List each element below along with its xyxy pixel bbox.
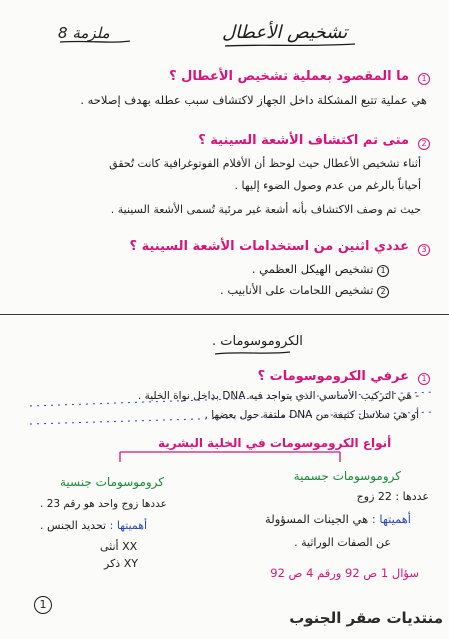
page-divider [0, 314, 449, 315]
chromosomes-title: الكروموسومات . [212, 334, 303, 349]
section-2-line-1: أثناء تشخيص الأعطال حيث لوحظ أن الأفلام الفوتوغرافية كانت تُحقق [109, 157, 421, 170]
section-3-question: عددي اثنين من استخدامات الأشعة السينية ؟ [129, 239, 409, 254]
somatic-importance [265, 514, 411, 526]
question-reference: سؤال 1 ص 92 ورقم 4 ص 92 [270, 566, 419, 580]
section-2-line-2: أحياناً بالرغم من عدم وصول الضوء إليها . [234, 179, 421, 192]
page-number: 1 [34, 596, 52, 614]
item-marker-1: 1 [377, 265, 389, 277]
item-marker-2: 2 [377, 286, 389, 298]
female-chromosomes: XX أنثى [100, 540, 138, 553]
section-2-question: متى تم اكتشاف الأشعة السينية ؟ [198, 133, 409, 148]
somatic-count: عددها : 22 زوج [356, 490, 429, 503]
section-1-answer: هي عملية تتبع المشكلة داخل الجهاز لاكتشاف سبب عطله بهدف إصلاحه . [80, 93, 427, 107]
watermark: منتديات صقر الجنوب [289, 609, 443, 627]
chromosomes-definition-2: أو هي سلاسل كثيفة من DNA ملتفة حول بعضها . [204, 409, 419, 421]
page-title: تشخيص الأعطال [222, 22, 348, 43]
somatic-importance-text: هي الجينات المسؤولة [265, 512, 369, 526]
sex-heading: كروموسومات جنسية [60, 475, 165, 489]
section-number-3: 3 [418, 244, 430, 256]
male-chromosomes: XY ذكر [104, 557, 138, 570]
section-number-1: 1 [418, 73, 430, 85]
sex-importance-text: تحديد الجنس . [40, 519, 107, 532]
somatic-importance-label: أهميتها : [371, 512, 411, 526]
chromosomes-question: عرفي الكروموسومات ؟ [257, 369, 409, 384]
sex-importance-label: أهميتها : [109, 519, 148, 532]
section-3-item-1 [252, 264, 389, 277]
item-text-2: تشخيص اللحامات على الأنابيب . [220, 283, 374, 297]
item-text-1: تشخيص الهيكل العظمي . [251, 262, 374, 276]
chromosome-types-title: أنواع الكروموسومات في الخلية البشرية [158, 436, 392, 450]
section-3-item-2 [220, 285, 389, 298]
somatic-importance-text-2: عن الصفات الوراثية . [294, 536, 391, 549]
somatic-heading: كروموسومات جسمية [293, 469, 401, 483]
section-1-question: ما المقصود بعملية تشخيص الأعطال ؟ [169, 69, 409, 84]
sex-count: عددها زوج واحد هو رقم 23 . [40, 498, 167, 510]
section-2-line-3: حيث تم وصف الاكتشاف بأنه أشعة غير مرئية تُسمى الأشعة السينية . [110, 203, 421, 216]
chromosomes-definition-1: - هي التركيب الأساسي الذي يتواجد فيه DNA بداخل نواة الخلية . [137, 390, 419, 402]
sex-importance [40, 520, 147, 531]
chromosomes-question-number: 1 [418, 373, 430, 385]
note-label: ملزمة 8 [58, 24, 110, 42]
section-number-2: 2 [418, 138, 430, 150]
